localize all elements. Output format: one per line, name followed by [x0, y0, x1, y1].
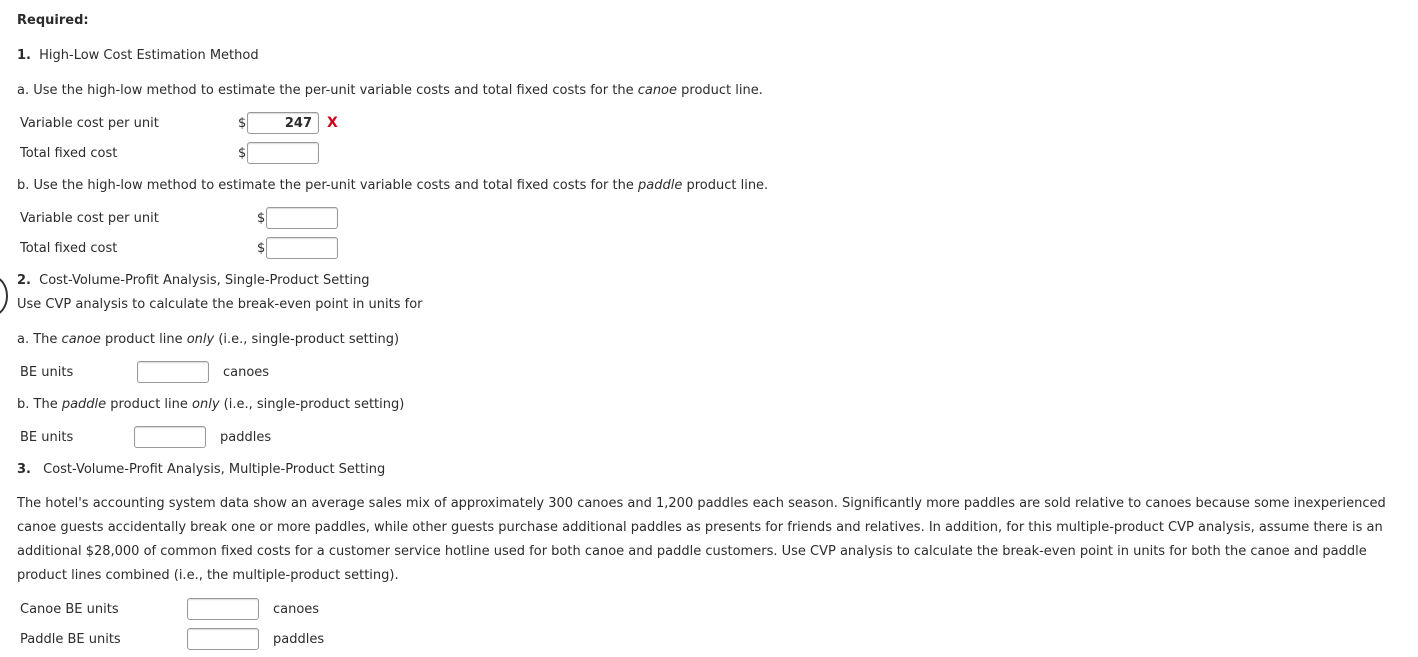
q2-intro: Use CVP analysis to calculate the break-even point in units for — [17, 297, 423, 312]
q3-paddle-unit: paddles — [273, 632, 325, 647]
q2a-prefix: a. The — [17, 332, 62, 347]
q1a-instruction — [17, 83, 763, 98]
q1a-fixed-label: Total fixed cost — [20, 146, 118, 161]
q1b-var-currency: $ — [257, 211, 266, 226]
q1a-em: canoe — [637, 83, 678, 98]
q1b-fixed-currency: $ — [257, 241, 266, 256]
q2b-instruction — [17, 397, 404, 412]
q1-title: High-Low Cost Estimation Method — [39, 48, 259, 63]
q3-heading — [17, 462, 385, 477]
q1-heading — [17, 48, 259, 63]
q3-paddle-be-input[interactable] — [187, 628, 259, 650]
q2a-mid: product line — [100, 332, 187, 347]
q1a-suffix: product line. — [677, 83, 763, 98]
q1a-var-cost-input[interactable] — [247, 112, 319, 134]
q2b-em1: paddle — [61, 397, 107, 412]
q1b-var-cost-input[interactable] — [266, 207, 338, 229]
q2a-label: BE units — [20, 365, 74, 380]
q1a-fixed-cost-input[interactable] — [247, 142, 319, 164]
q3-canoe-label: Canoe BE units — [20, 602, 119, 617]
q1b-prefix: b. Use the high-low method to estimate the per-unit variable costs and total fixed costs for the — [17, 178, 638, 193]
incorrect-x-icon: X — [327, 115, 338, 131]
q2-title: Cost-Volume-Profit Analysis, Single-Product Setting — [39, 273, 370, 288]
q1a-var-label: Variable cost per unit — [20, 116, 159, 131]
q2b-be-units-input[interactable] — [134, 426, 206, 448]
q2a-em1: canoe — [61, 332, 101, 347]
q3-paddle-label: Paddle BE units — [20, 632, 121, 647]
circle-marker-icon — [0, 276, 8, 316]
q1b-fixed-label: Total fixed cost — [20, 241, 118, 256]
required-heading: Required: — [17, 13, 89, 28]
q1b-instruction — [17, 178, 768, 193]
q1a-var-currency: $ — [238, 116, 247, 131]
q1a-fixed-currency: $ — [238, 146, 247, 161]
q3-canoe-be-input[interactable] — [187, 598, 259, 620]
q2a-suffix: (i.e., single-product setting) — [214, 332, 400, 347]
q3-title: Cost-Volume-Profit Analysis, Multiple-Product Setting — [43, 462, 386, 477]
q1b-suffix: product line. — [682, 178, 769, 193]
q2-heading — [17, 273, 370, 288]
q2a-be-units-input[interactable] — [137, 361, 209, 383]
q2-number: 2. — [17, 273, 31, 288]
q3-number: 3. — [17, 462, 31, 477]
q1b-em: paddle — [637, 178, 683, 193]
q3-paragraph: The hotel's accounting system data show an average sales mix of approximately 300 canoes and 1,200 paddles each season. Significantly more paddles are sold relative to canoes because some inexperienced canoe guests accidentally break one or more paddles, while other guests purchase additional paddles as presents for friends and relatives. In addition, for this multiple-product CVP analysis, assume there is an additional $28,000 of common fixed costs for a customer service hotline used for both canoe and paddle customers. Use CVP analysis to calculate the break-even point in units for both the canoe and paddle product lines combined (i.e., the multiple-product setting). — [17, 496, 1386, 583]
q2b-prefix: b. The — [17, 397, 62, 412]
q1-number: 1. — [17, 48, 31, 63]
q1b-fixed-cost-input[interactable] — [266, 237, 338, 259]
q2b-unit: paddles — [220, 430, 272, 445]
q2a-instruction — [17, 332, 399, 347]
q1a-prefix: a. Use the high-low method to estimate the per-unit variable costs and total fixed costs for the — [17, 83, 638, 98]
q1b-var-label: Variable cost per unit — [20, 211, 159, 226]
q2b-label: BE units — [20, 430, 74, 445]
q2b-mid: product line — [106, 397, 193, 412]
q2a-unit: canoes — [223, 365, 270, 380]
q2b-suffix: (i.e., single-product setting) — [219, 397, 405, 412]
q2b-em2: only — [192, 397, 220, 412]
q3-canoe-unit: canoes — [273, 602, 320, 617]
q2a-em2: only — [186, 332, 215, 347]
